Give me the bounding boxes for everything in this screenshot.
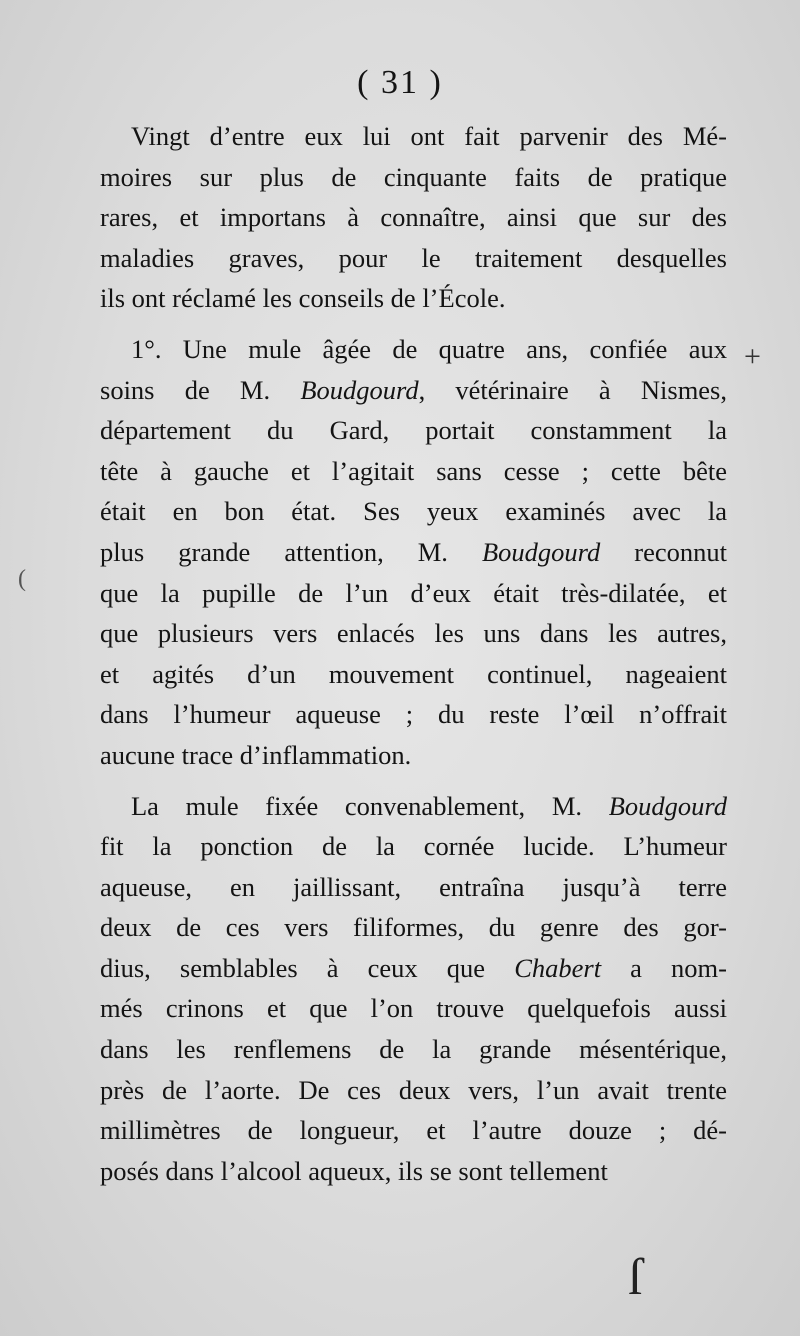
text-run: dans l’humeur aqueuse ; du reste l’œil n’offrait [100,699,727,730]
text-line [100,786,727,827]
text-run: que la pupille de l’un d’eux était très-dilatée, et [100,577,727,608]
paragraph [100,329,727,776]
paragraph-gap [100,319,727,329]
text-line [100,573,727,614]
text-run: dans les renflemens de la grande mésentérique, [100,1034,727,1065]
text-run: dius, semblables à ceux que [100,952,515,983]
text-line [100,654,727,695]
text-line [100,1151,727,1192]
text-run: tête à gauche et l’agitait sans cesse ; cette bête [100,455,727,486]
margin-cross-mark: + [744,340,761,373]
text-run: La mule fixée convenablement, M. [131,790,609,821]
text-run: rares, et importans à connaître, ainsi que sur des [100,202,727,233]
italic-name: Boudgourd [608,790,727,821]
text-line [100,735,727,776]
text-line [100,948,727,989]
paragraph [100,116,727,319]
text-run: 1°. Une mule âgée de quatre ans, confiée aux [131,333,727,364]
text-run: millimètres de longueur, et l’autre douze ; dé- [100,1115,727,1146]
text-line [100,826,727,867]
text-line [100,694,727,735]
text-run: , vétérinaire à Nismes, [418,374,727,405]
page-number: ( 31 ) [357,64,443,101]
margin-hook-mark-bottom: ſ [628,1249,643,1306]
text-run: plus grande attention, M. [100,536,482,567]
text-line [100,613,727,654]
text-run: maladies graves, pour le traitement desquelles [100,242,727,273]
text-run: aqueuse, en jaillissant, entraîna jusqu’à terre [100,871,727,902]
text-line [100,157,727,198]
text-run: aucune trace d’inflammation. [100,739,412,770]
text-line [100,370,727,411]
text-run: était en bon état. Ses yeux examinés avec la [100,496,727,527]
text-run: département du Gard, portait constamment la [100,415,727,446]
text-run: et agités d’un mouvement continuel, nageaient [100,658,727,689]
text-line [100,197,727,238]
text-run: soins de M. [100,374,301,405]
paragraph [100,786,727,1192]
text-line [100,907,727,948]
text-run: que plusieurs vers enlacés les uns dans les autres, [100,618,727,649]
text-line [100,451,727,492]
text-run: deux de ces vers filiformes, du genre des gor- [100,912,727,943]
text-line [100,988,727,1029]
text-line [100,238,727,279]
body-text [100,116,727,1191]
text-line [100,329,727,370]
paragraph-gap [100,776,727,786]
text-line [100,1070,727,1111]
text-line [100,532,727,573]
text-run: a nom- [601,952,727,983]
italic-name: Chabert [514,952,602,983]
text-run: reconnut [600,536,727,567]
margin-paren-mark-left: ( [18,566,26,592]
text-line [100,491,727,532]
text-run: près de l’aorte. De ces deux vers, l’un avait trente [100,1074,727,1105]
text-run: ils ont réclamé les conseils de l’École. [100,283,506,314]
italic-name: Boudgourd [300,374,419,405]
text-run: moires sur plus de cinquante faits de pratique [100,161,727,192]
text-line [100,278,727,319]
text-run: posés dans l’alcool aqueux, ils se sont tellement [100,1155,608,1186]
text-line [100,1029,727,1070]
text-run: fit la ponction de la cornée lucide. L’humeur [100,831,727,862]
text-line [100,116,727,157]
text-line [100,1110,727,1151]
text-run: Vingt d’entre eux lui ont fait parvenir des Mé- [131,121,727,151]
text-line [100,410,727,451]
text-line [100,867,727,908]
text-run: més crinons et que l’on trouve quelquefois aussi [100,993,727,1024]
italic-name: Boudgourd [481,536,601,567]
